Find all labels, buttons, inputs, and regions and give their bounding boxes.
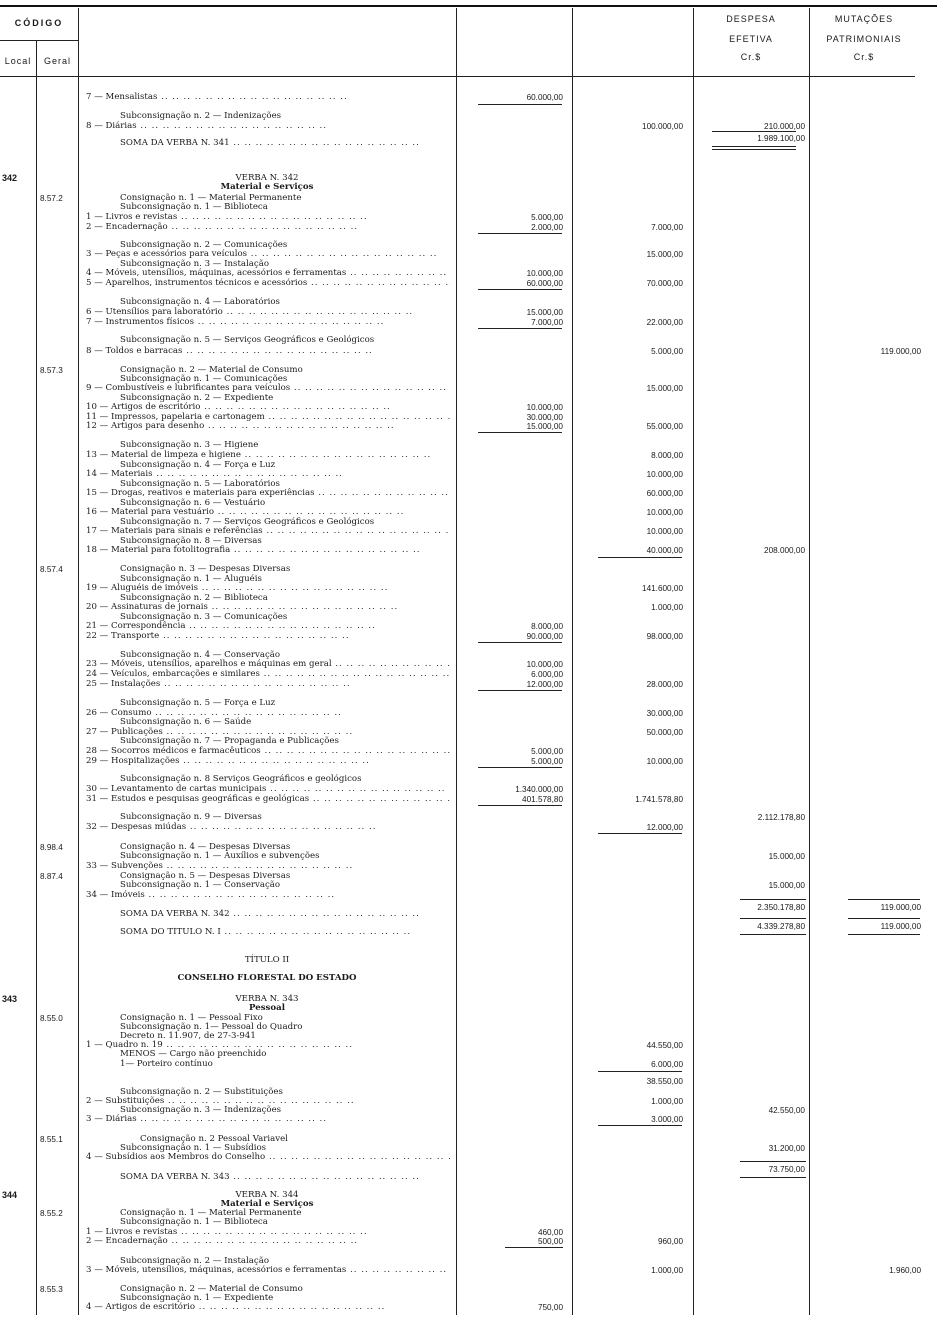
item-description: 27 — Publicações .. ..: [86, 727, 353, 738]
item-description: 4 — Móveis, utensílios, máquinas, acessórios e ferramentas .. ..: [86, 268, 450, 279]
item-description: 28 — Socorros médicos e farmacêuticos .. ..: [86, 746, 450, 757]
partial-amount: 60.000,00: [526, 93, 563, 102]
subtotal-amount: 22.000,00: [646, 318, 683, 327]
subtotal-amount: 7.000,00: [651, 223, 683, 232]
table-row: [0, 182, 937, 193]
item-description: Consignação n. 1 — Pessoal Fixo: [120, 1013, 263, 1023]
despesa-efetiva-amount: 4.339.278,80: [757, 922, 805, 931]
partial-amount: 15.000,00: [526, 422, 563, 431]
partial-amount: 2.000,00: [531, 223, 563, 232]
item-description: 8 — Diárias .. ..: [86, 121, 327, 132]
partial-amount: 460,00: [537, 1228, 563, 1237]
table-row: [0, 421, 937, 432]
item-description: 4 — Subsídios aos Membros do Conselho .. ..: [86, 1152, 450, 1163]
partial-amount: 10.000,00: [526, 269, 563, 278]
subtotal-amount: 30.000,00: [646, 709, 683, 718]
item-description: 34 — Imóveis .. ..: [86, 890, 335, 901]
item-description: 7 — Instrumentos físicos .. ..: [86, 317, 384, 328]
mutacoes-amount: 119.000,00: [880, 347, 921, 356]
subtotal-amount: 10.000,00: [646, 470, 683, 479]
despesa-efetiva-amount: 208.000,00: [764, 546, 805, 555]
account-code: 8.55.2: [40, 1209, 63, 1218]
item-description: 26 — Consumo .. ..: [86, 708, 342, 719]
subtotal-amount: 55.000,00: [646, 422, 683, 431]
item-description: 9 — Combustíveis e lubrificantes para veículos .. ..: [86, 383, 450, 394]
item-description: SOMA DA VERBA N. 342 .. ..: [120, 909, 420, 920]
item-description: 11 — Impressos, papelaria e cartonagem .. ..: [86, 412, 450, 423]
item-description: Subconsignação n. 4 — Laboratórios: [120, 297, 280, 307]
table-row: [0, 1076, 937, 1087]
item-description: Subconsignação n. 1 — Auxílios e subvenções: [120, 851, 320, 861]
item-description: VERBA N. 342: [235, 173, 299, 183]
header-local: Local: [4, 56, 32, 66]
table-row: [0, 121, 937, 132]
item-description: 1 — Quadro n. 19 .. ..: [86, 1040, 353, 1051]
table-row: [0, 679, 937, 690]
table-row: [0, 955, 937, 966]
partial-amount: 10.000,00: [526, 403, 563, 412]
item-description: 29 — Hospitalizações .. ..: [86, 756, 370, 767]
item-description: 1— Porteiro contínuo: [120, 1059, 213, 1069]
codigo-rule: [0, 40, 78, 41]
item-description: Subconsignação n. 9 — Diversas: [120, 812, 262, 822]
subtotal-amount: 960,00: [657, 1237, 683, 1246]
item-description: 8 — Toldos e barracas .. ..: [86, 346, 373, 357]
item-description: Subconsignação n. 3 — Higiene: [120, 440, 259, 450]
subtotal-rule: [478, 233, 562, 234]
item-description: 14 — Materiais .. ..: [86, 469, 343, 480]
subtotal-rule: [478, 690, 562, 691]
despesa-efetiva-amount: 42.550,00: [768, 1106, 805, 1115]
item-description: 25 — Instalações .. ..: [86, 679, 351, 690]
table-row: [0, 631, 937, 642]
account-code: 8.55.1: [40, 1135, 63, 1144]
item-description: 2 — Encadernação .. ..: [86, 222, 358, 233]
item-description: 1 — Livros e revistas .. ..: [86, 1227, 368, 1238]
top-rule: [0, 5, 937, 7]
partial-amount: 90.000,00: [526, 632, 563, 641]
subtotal-amount: 10.000,00: [646, 757, 683, 766]
header-mutacoes: MUTAÇÕES: [834, 14, 894, 24]
table-row: [0, 756, 937, 767]
item-description: Subconsignação n. 7 — Propaganda e Publicações: [120, 736, 339, 746]
table-row: [0, 1265, 937, 1276]
header-patrimoniais: PATRIMONIAIS: [826, 34, 902, 44]
item-description: 7 — Mensalistas .. ..: [86, 92, 348, 103]
item-description: SOMA DA VERBA N. 341 .. ..: [120, 138, 420, 149]
table-row: [0, 1172, 937, 1183]
item-description: Subconsignação n. 1 — Biblioteca: [120, 1217, 268, 1227]
item-description: 6 — Utensílios para laboratório .. ..: [86, 307, 413, 318]
item-description: 24 — Veículos, embarcações e similares .. ..: [86, 669, 450, 680]
table-row: [0, 317, 937, 328]
despesa-efetiva-amount: 1.989.100,00: [757, 134, 805, 143]
subtotal-amount: 1.000,00: [651, 1266, 683, 1275]
item-description: Subconsignação n. 1 — Conservação: [120, 880, 281, 890]
partial-amount: 1.340.000,00: [515, 785, 563, 794]
item-description: SOMA DA VERBA N. 343 .. ..: [120, 1172, 420, 1183]
despesa-efetiva-amount: 2.112.178,80: [757, 813, 805, 822]
header-efetiva: EFETIVA: [729, 34, 773, 44]
partial-amount: 8.000,00: [531, 622, 563, 631]
item-description: Subconsignação n. 3 — Instalação: [120, 259, 270, 269]
partial-amount: 30.000,00: [526, 413, 563, 422]
item-description: 23 — Móveis, utensílios, aparelhos e máquinas em geral .. ..: [86, 659, 450, 670]
item-description: Subconsignação n. 1 — Subsídios: [120, 1143, 267, 1153]
partial-amount: 12.000,00: [526, 680, 563, 689]
item-description: 15 — Drogas, reativos e materiais para experiências .. ..: [86, 488, 450, 499]
despesa-efetiva-amount: 210.000,00: [764, 122, 805, 131]
header-despesa: DESPESA: [726, 14, 776, 24]
item-description: 3 — Diárias .. ..: [86, 1114, 327, 1125]
item-description: Subconsignação n. 1 — Biblioteca: [120, 202, 268, 212]
header-bottom-rule: [0, 76, 915, 77]
subtotal-amount: 50.000,00: [646, 728, 683, 737]
item-description: Subconsignação n. 2 — Substituições: [120, 1087, 283, 1097]
item-description: 32 — Despesas miúdas .. ..: [86, 822, 376, 833]
subtotal-amount: 98.000,00: [646, 632, 683, 641]
item-description: Consignação n. 1 — Material Permanente: [120, 193, 302, 203]
table-row: [0, 346, 937, 357]
table-row: [0, 278, 937, 289]
table-row: [0, 545, 937, 556]
item-description: 19 — Aluguéis de imóveis .. ..: [86, 583, 388, 594]
subtotal-rule: [478, 805, 562, 806]
item-description: Subconsignação n. 3 — Comunicações: [120, 612, 288, 622]
partial-amount: 6.000,00: [531, 670, 563, 679]
mutacoes-amount: 1.960,00: [889, 1266, 921, 1275]
item-description: 10 — Artigos de escritório .. ..: [86, 402, 391, 413]
item-description: Subconsignação n. 2 — Biblioteca: [120, 593, 268, 603]
account-code: 8.57.3: [40, 366, 63, 375]
item-description: Subconsignação n. 2 — Instalação: [120, 1256, 270, 1266]
item-description: VERBA N. 344: [235, 1190, 299, 1200]
subtotal-rule: [478, 767, 562, 768]
mutacoes-amount: 119.000,00: [880, 903, 921, 912]
account-code: 8.57.2: [40, 194, 63, 203]
table-row: [0, 1152, 937, 1163]
subtotal-amount: 40.000,00: [646, 546, 683, 555]
item-description: Consignação n. 2 Pessoal Variavel: [140, 1134, 288, 1144]
subtotal-amount: 38.550,00: [646, 1077, 683, 1086]
item-description: Subconsignação n. 4 — Força e Luz: [120, 460, 276, 470]
account-code: 8.57.4: [40, 565, 63, 574]
item-description: 2 — Substituições .. ..: [86, 1096, 355, 1107]
item-description: Subconsignação n. 5 — Laboratórios: [120, 479, 280, 489]
item-description: Consignação n. 3 — Despesas Diversas: [120, 564, 291, 574]
table-row: [0, 973, 937, 984]
item-description: 5 — Aparelhos, instrumentos técnicos e acessórios .. ..: [86, 278, 450, 289]
subtotal-amount: 44.550,00: [646, 1041, 683, 1050]
item-description: 16 — Material para vestuário .. ..: [86, 507, 404, 518]
item-description: 22 — Transporte .. ..: [86, 631, 350, 642]
subtotal-amount: 1.000,00: [651, 1097, 683, 1106]
item-description: Subconsignação n. 6 — Saúde: [120, 717, 252, 727]
item-description: 12 — Artigos para desenho .. ..: [86, 421, 395, 432]
table-row: [0, 822, 937, 833]
item-description: Subconsignação n. 6 — Vestuário: [120, 498, 266, 508]
item-description: Subconsignação n. 1— Pessoal do Quadro: [120, 1022, 303, 1032]
item-description: Subconsignação n. 5 — Serviços Geográficos e Geológicos: [120, 335, 375, 345]
subtotal-rule: [478, 432, 562, 433]
item-description: Subconsignação n. 5 — Força e Luz: [120, 698, 276, 708]
item-description: Decreto n. 11.907, de 27-3-941: [120, 1031, 256, 1041]
subtotal-amount: 6.000,00: [651, 1060, 683, 1069]
item-description: 33 — Subvenções .. ..: [86, 861, 353, 872]
subtotal-amount: 12.000,00: [646, 823, 683, 832]
mutacoes-amount: 119.000,00: [880, 922, 921, 931]
partial-amount: 5.000,00: [531, 747, 563, 756]
item-description: Subconsignação n. 2 — Indenizações: [120, 111, 282, 121]
item-description: Consignação n. 5 — Despesas Diversas: [120, 871, 291, 881]
partial-amount: 60.000,00: [526, 279, 563, 288]
subtotal-amount: 5.000,00: [651, 347, 683, 356]
header-cr-despesa: Cr.$: [740, 52, 762, 62]
subtotal-amount: 3.000,00: [651, 1115, 683, 1124]
table-row: [0, 927, 937, 938]
subtotal-amount: 15.000,00: [646, 384, 683, 393]
subtotal-amount: 10.000,00: [646, 527, 683, 536]
item-description: 13 — Material de limpeza e higiene .. ..: [86, 450, 431, 461]
subtotal-rule: [712, 149, 796, 150]
item-description: Subconsignação n. 1 — Aluguéis: [120, 574, 262, 584]
partial-amount: 500,00: [537, 1237, 563, 1246]
despesa-efetiva-amount: 31.200,00: [768, 1144, 805, 1153]
item-description: Subconsignação n. 1 — Expediente: [120, 1293, 274, 1303]
subtotal-amount: 100.000,00: [642, 122, 683, 131]
item-description: 30 — Levantamento de cartas municipais .. ..: [86, 784, 450, 795]
partial-amount: 5.000,00: [531, 213, 563, 222]
item-description: SOMA DO TÍTULO N. I .. ..: [120, 927, 411, 938]
local-code: 344: [2, 1190, 18, 1200]
item-description: 31 — Estudos e pesquisas geográficas e geológicas .. ..: [86, 794, 450, 805]
header-geral: Geral: [43, 56, 71, 66]
table-row: [0, 1114, 937, 1125]
subtotal-amount: 28.000,00: [646, 680, 683, 689]
despesa-efetiva-amount: 15.000,00: [768, 881, 805, 890]
local-code: 343: [2, 994, 18, 1004]
subtotal-rule: [598, 833, 682, 834]
item-description: Consignação n. 2 — Material de Consumo: [120, 1284, 303, 1294]
header-codigo: CÓDIGO: [14, 18, 64, 28]
subtotal-amount: 15.000,00: [646, 250, 683, 259]
item-description: Subconsignação n. 2 — Expediente: [120, 393, 274, 403]
item-description: Consignação n. 2 — Material de Consumo: [120, 365, 303, 375]
table-row: [0, 890, 937, 901]
subtotal-amount: 70.000,00: [646, 279, 683, 288]
item-description: 2 — Encadernação .. ..: [86, 1236, 358, 1247]
partial-amount: 5.000,00: [531, 757, 563, 766]
table-row: [0, 1236, 937, 1247]
despesa-efetiva-amount: 73.750,00: [768, 1165, 805, 1174]
item-description: Material e Serviços: [220, 182, 314, 192]
partial-amount: 15.000,00: [526, 308, 563, 317]
subtotal-rule: [505, 1247, 563, 1248]
item-description: Subconsignação n. 1 — Comunicações: [120, 374, 288, 384]
item-description: TÍTULO II: [244, 955, 290, 965]
item-description: 21 — Correspondência .. ..: [86, 621, 376, 632]
table-row: [0, 222, 937, 233]
subtotal-amount: 1.741.578,80: [635, 795, 683, 804]
subtotal-rule: [598, 1071, 682, 1072]
subtotal-amount: 10.000,00: [646, 508, 683, 517]
subtotal-amount: 141.600,00: [642, 584, 683, 593]
item-description: 3 — Peças e acessórios para veículos .. ..: [86, 249, 437, 260]
item-description: Subconsignação n. 3 — Indenizações: [120, 1105, 282, 1115]
subtotal-rule: [478, 104, 562, 105]
subtotal-rule: [598, 557, 682, 558]
item-description: Material e Serviços: [220, 1199, 314, 1209]
account-code: 8.98.4: [40, 843, 63, 852]
local-code: 342: [2, 173, 18, 183]
table-row: [0, 92, 937, 103]
item-description: MENOS — Cargo não preenchido: [120, 1049, 267, 1059]
despesa-efetiva-amount: 2.350.178,80: [757, 903, 805, 912]
item-description: Pessoal: [249, 1003, 285, 1013]
subtotal-rule: [598, 1125, 682, 1126]
partial-amount: 750,00: [537, 1303, 563, 1312]
subtotal-amount: 1.000,00: [651, 603, 683, 612]
table-row: [0, 909, 937, 920]
table-row: [0, 1059, 937, 1070]
item-description: 3 — Móveis, utensílios, máquinas, acessórios e ferramentas .. ..: [86, 1265, 450, 1276]
header-cr-mutacoes: Cr.$: [853, 52, 875, 62]
table-row: [0, 794, 937, 805]
account-code: 8.55.3: [40, 1285, 63, 1294]
subtotal-rule: [478, 328, 562, 329]
table-row: [0, 138, 937, 149]
table-row: [0, 1302, 937, 1313]
partial-amount: 10.000,00: [526, 660, 563, 669]
item-description: Subconsignação n. 2 — Comunicações: [120, 240, 288, 250]
item-description: Subconsignação n. 8 Serviços Geográficos e geológicos: [120, 774, 362, 784]
item-description: VERBA N. 343: [235, 994, 299, 1004]
despesa-efetiva-amount: 15.000,00: [768, 852, 805, 861]
table-row: [0, 335, 937, 346]
item-description: 18 — Material para fotolitografia .. ..: [86, 545, 421, 556]
item-description: 20 — Assinaturas de jornais .. ..: [86, 602, 398, 613]
subtotal-amount: 60.000,00: [646, 489, 683, 498]
partial-amount: 7.000,00: [531, 318, 563, 327]
item-description: Subconsignação n. 7 — Serviços Geográficos e Geológicos: [120, 517, 375, 527]
item-description: Consignação n. 1 — Material Permanente: [120, 1208, 302, 1218]
item-description: CONSELHO FLORESTAL DO ESTADO: [177, 973, 357, 983]
partial-amount: 401.578,80: [522, 795, 563, 804]
item-description: 1 — Livros e revistas .. ..: [86, 212, 368, 223]
item-description: Subconsignação n. 8 — Diversas: [120, 536, 262, 546]
item-description: 4 — Artigos de escritório .. ..: [86, 1302, 385, 1313]
item-description: 17 — Materiais para sinais e referências .. ..: [86, 526, 450, 537]
subtotal-rule: [478, 289, 562, 290]
item-description: Subconsignação n. 4 — Conservação: [120, 650, 281, 660]
item-description: Consignação n. 4 — Despesas Diversas: [120, 842, 291, 852]
account-code: 8.55.0: [40, 1014, 63, 1023]
subtotal-amount: 8.000,00: [651, 451, 683, 460]
account-code: 8.87.4: [40, 872, 63, 881]
subtotal-rule: [478, 642, 562, 643]
